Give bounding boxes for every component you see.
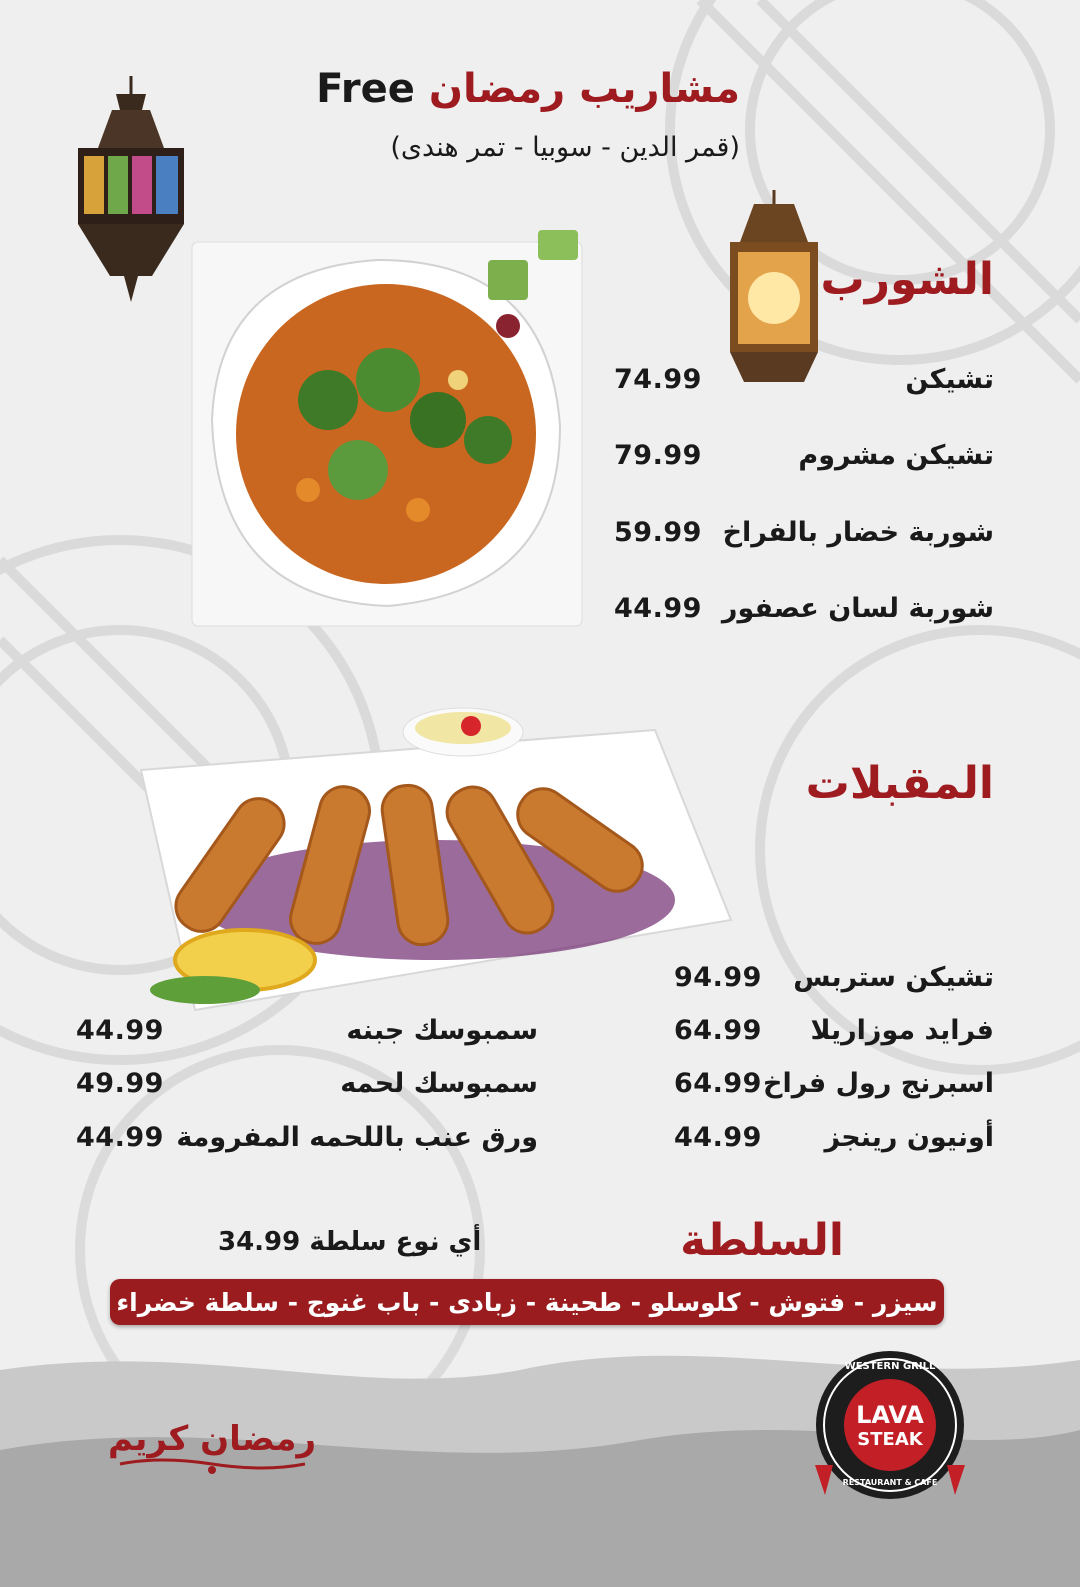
drinks-subtitle: (قمر الدين - سوبيا - تمر هندى) [390,132,740,163]
drinks-title-arabic: مشاريب رمضان [428,66,740,112]
menu-item-name: شوربة خضار بالفراخ [722,517,994,548]
drinks-title-free: Free [316,66,415,112]
menu-item [614,440,994,471]
menu-item [614,517,994,548]
menu-item-price: 44.99 [76,1015,164,1046]
menu-item-price: 44.99 [76,1122,164,1153]
menu-item-price: 64.99 [674,1015,762,1046]
menu-item [674,1068,994,1099]
menu-item-name: اسبرنج رول فراخ [763,1068,994,1099]
salad-types-banner [110,1279,944,1325]
menu-item-name: أونيون رينجز [824,1122,994,1153]
menu-item [614,593,994,624]
menu-item [614,364,994,395]
menu-item-price: 64.99 [674,1068,762,1099]
logo-bottom-text: RESTAURANT & CAFE [842,1478,938,1487]
appetizers-section-title: المقبلات [805,758,994,809]
menu-item-price: 79.99 [614,440,702,471]
logo-line1: LAVA [856,1401,924,1429]
svg-text:رمضان كريم: رمضان كريم [107,1419,317,1459]
menu-item-name: تشيكن مشروم [798,440,994,471]
menu-item-name: ورق عنب باللحمه المفرومة [176,1122,538,1153]
menu-item-name: تشيكن [905,364,994,395]
menu-item [674,962,994,993]
soups-section-title: الشورب [820,254,994,305]
salad-any-label: أي نوع سلطة [309,1227,482,1257]
logo-line2: STEAK [857,1429,923,1450]
salad-any-price: 34.99 [218,1227,301,1257]
salad-types-text: سيزر - فتوش - كلوسلو - طحينة - زبادى - باب غنوج - سلطة خضراء [116,1287,938,1317]
menu-item [76,1015,538,1046]
menu-item-name: شوربة لسان عصفور [721,593,994,624]
menu-item-price: 44.99 [674,1122,762,1153]
ramadan-lantern-icon [724,190,824,386]
salad-any-type [208,1227,481,1257]
menu-item-price: 49.99 [76,1068,164,1099]
lava-steak-logo [805,1345,975,1505]
menu-item-name: سمبوسك جبنه [346,1015,538,1046]
menu-item [76,1122,538,1153]
menu-item-price: 59.99 [614,517,702,548]
menu-item-name: فرايد موزاريلا [810,1015,994,1046]
menu-item-price: 74.99 [614,364,702,395]
logo-top-text: WESTERN GRILL [844,1361,936,1372]
menu-item [674,1122,994,1153]
soup-dish-photo [188,230,590,632]
salad-section-title: السلطة [680,1215,844,1266]
ramadan-drinks-title [316,66,740,112]
chicken-strips-photo [135,690,735,1020]
menu-item-price: 44.99 [614,593,702,624]
menu-item [76,1068,538,1099]
ramadan-lantern-icon [72,76,190,304]
menu-item [674,1015,994,1046]
menu-item-name: سمبوسك لحمه [340,1068,538,1099]
menu-item-name: تشيكن ستربس [793,962,994,993]
ramadan-kareem-logo [100,1408,325,1478]
menu-item-price: 94.99 [674,962,762,993]
